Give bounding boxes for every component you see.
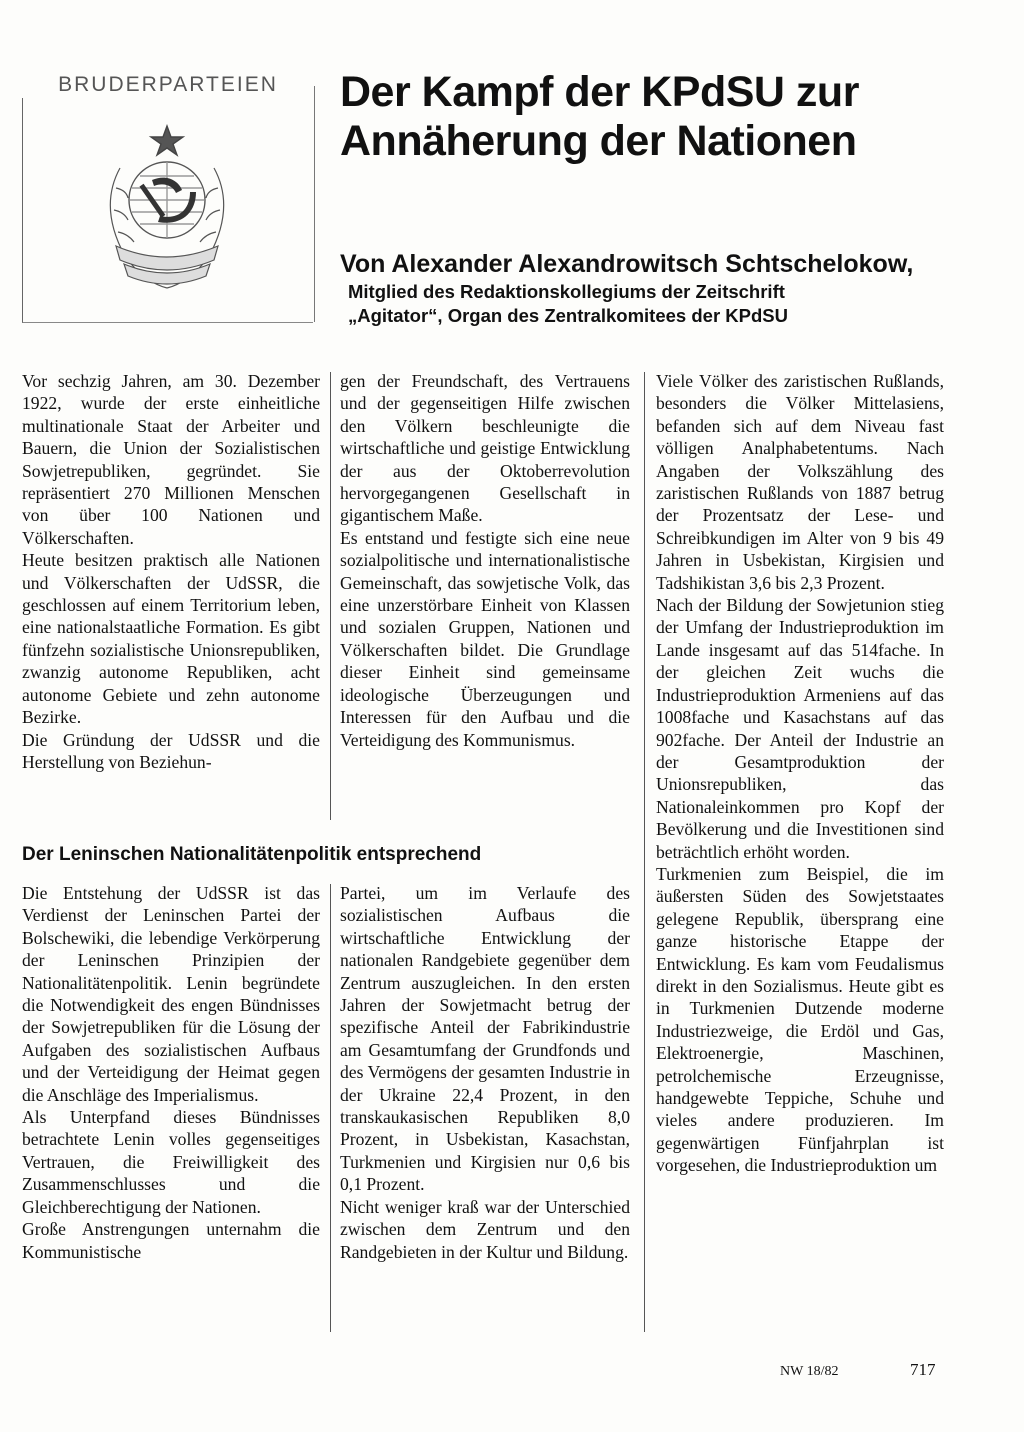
bottom-column-1 <box>22 882 320 1263</box>
soviet-emblem-icon <box>80 118 255 298</box>
issue-reference: NW 18/82 <box>780 1364 839 1379</box>
paragraph: Große Anstrengungen unternahm die Kommunistische <box>22 1219 320 1262</box>
paragraph: gen der Freundschaft, des Vertrauens und der gegenseitigen Hilfe zwischen den Völkern beschleunigte die wirtschaftliche und geistige Entwicklung der aus der Oktoberrevolution hervorgegangenen Gesellschaft in gigantischem Maße. <box>340 371 630 526</box>
author-name: Von Alexander Alexandrowitsch Schtschelokow, <box>340 250 914 278</box>
headline-line-1: Der Kampf der KPdSU zur <box>340 68 859 116</box>
paragraph: Nicht weniger kraß war der Unterschied zwischen dem Zentrum und den Randgebieten in der Kultur und Bildung. <box>340 1196 630 1262</box>
column-divider <box>330 884 331 1332</box>
paragraph: Vor sechzig Jahren, am 30. Dezember 1922, wurde der erste einheitliche multinationale Staat der Arbeiter und Bauern, die Union der Sozialistischen Sowjetrepubliken, gegründet. Sie repräsentiert 270 Millionen Menschen von über 100 Nationen und Völkerschaften. <box>22 371 320 548</box>
right-column <box>656 370 944 1177</box>
top-column-1 <box>22 370 320 773</box>
headline-line-2: Annäherung der Nationen <box>340 117 857 165</box>
paragraph: Turkmenien zum Beispiel, die im äußersten Süden des Sowjetstaates gelegene Republik, übersprang eine ganze historische Etappe der Entwicklung. Es kam vom Feudalismus direkt in den Sozialismus. Heute gibt es in Turkmenien Dutzende moderne Industriezweige, die Erdöl und Gas, Elektroenergie, Maschinen, petrolchemische Erzeugnisse, handgewebte Teppiche, Schuhe und vieles andere produzieren. Im gegenwärtigen Fünfjahrplan ist vorgesehen, die Industrieproduktion um <box>656 863 944 1176</box>
paragraph: Heute besitzen praktisch alle Nationen und Völkerschaften der UdSSR, die geschlossen auf einem Territorium leben, eine nationalstaatliche Formation. Es gibt fünfzehn sozialistische Unionsrepubliken, zwanzig autonome Republiken, acht autonome Gebiete und zehn autonome Bezirke. <box>22 550 320 728</box>
paragraph: Partei, um im Verlaufe des sozialistischen Aufbaus die wirtschaftliche Entwicklung der nationalen Randgebiete gegenüber dem Zentrum auszugleichen. In den ersten Jahren der Sowjetmacht betrug der spezifische Anteil der Fabrikindustrie am Gesamtumfang der Grundfonds und des Vermögens der gesamten Industrie in der Ukraine 22,4 Prozent, in den transkaukasischen Republiken 8,0 Prozent, in Usbekistan, Kasachstan, Turkmenien und Kirgisien nur 0,6 bis 0,1 Prozent. <box>340 883 630 1195</box>
author-byline <box>340 248 980 328</box>
column-divider <box>330 372 331 820</box>
section-heading: Der Leninschen Nationalitätenpolitik entsprechend <box>22 844 482 865</box>
page-number: 717 <box>910 1360 936 1379</box>
top-column-2 <box>340 370 630 751</box>
paragraph: Viele Völker des zaristischen Rußlands, besonders die Völker Mittelasiens, befanden sich auf dem Niveau fast völligen Analphabetentums. Nach Angaben der Volkszählung des zaristischen Rußlands von 1887 betrug der Prozentsatz der Lese- und Schreibkundigen im Alter von 9 bis 49 Jahren in Usbekistan, Kirgisien und Tadshikistan 3,6 bis 2,3 Prozent. <box>656 371 944 593</box>
column-divider <box>644 372 645 1332</box>
paragraph: Als Unterpfand dieses Bündnisses betrachtete Lenin volles gegenseitiges Vertrauen, die Freiwilligkeit des Zusammenschlusses und die Gleichberechtigung der Nationen. <box>22 1107 320 1217</box>
paragraph: Die Entstehung der UdSSR ist das Verdienst der Leninschen Partei der Bolschewiki, die lebendige Verkörperung der Leninschen Prinzipien der Nationalitätenpolitik. Lenin begründete die Notwendigkeit des engen Bündnisses der Sowjetrepubliken für die Lösung der Aufgaben des sozialistischen Aufbaus und der Verteidigung der Heimat gegen die Anschläge des Imperialismus. <box>22 883 320 1105</box>
paragraph: Die Gründung der UdSSR und die Herstellung von Beziehun- <box>22 729 320 772</box>
author-role-2: „Agitator“, Organ des Zentralkomitees der KPdSU <box>348 305 788 326</box>
paragraph: Nach der Bildung der Sowjetunion stieg der Umfang der Industrieproduktion im Lande insgesamt auf das 514fache. In der gleichen Zeit wuchs die Industrieproduktion Armeniens auf das 1008fache und Kasachstans auf das 902fache. Der Anteil der Industrie an der Gesamtproduktion der Unionsrepubliken, das Nationaleinkommen pro Kopf der Bevölkerung und die Investitionen sind beträchtlich erhöht worden. <box>656 595 944 862</box>
author-role-1: Mitglied des Redaktionskollegiums der Zeitschrift <box>348 281 785 302</box>
article-headline <box>340 68 980 166</box>
paragraph: Es entstand und festigte sich eine neue sozialpolitische und internationalistische Gemeinschaft, das sowjetische Volk, das eine unzerstörbare Einheit von Klassen und sozialen Gruppen, Nationen und Völkerschaften bildet. Die Grundlage dieser Einheit sind gemeinsame ideologische Überzeugungen und Interessen für den Aufbau und die Verteidigung des Kommunismus. <box>340 527 630 750</box>
kicker-label: BRUDERPARTEIEN <box>22 72 314 98</box>
bottom-column-2 <box>340 882 630 1263</box>
